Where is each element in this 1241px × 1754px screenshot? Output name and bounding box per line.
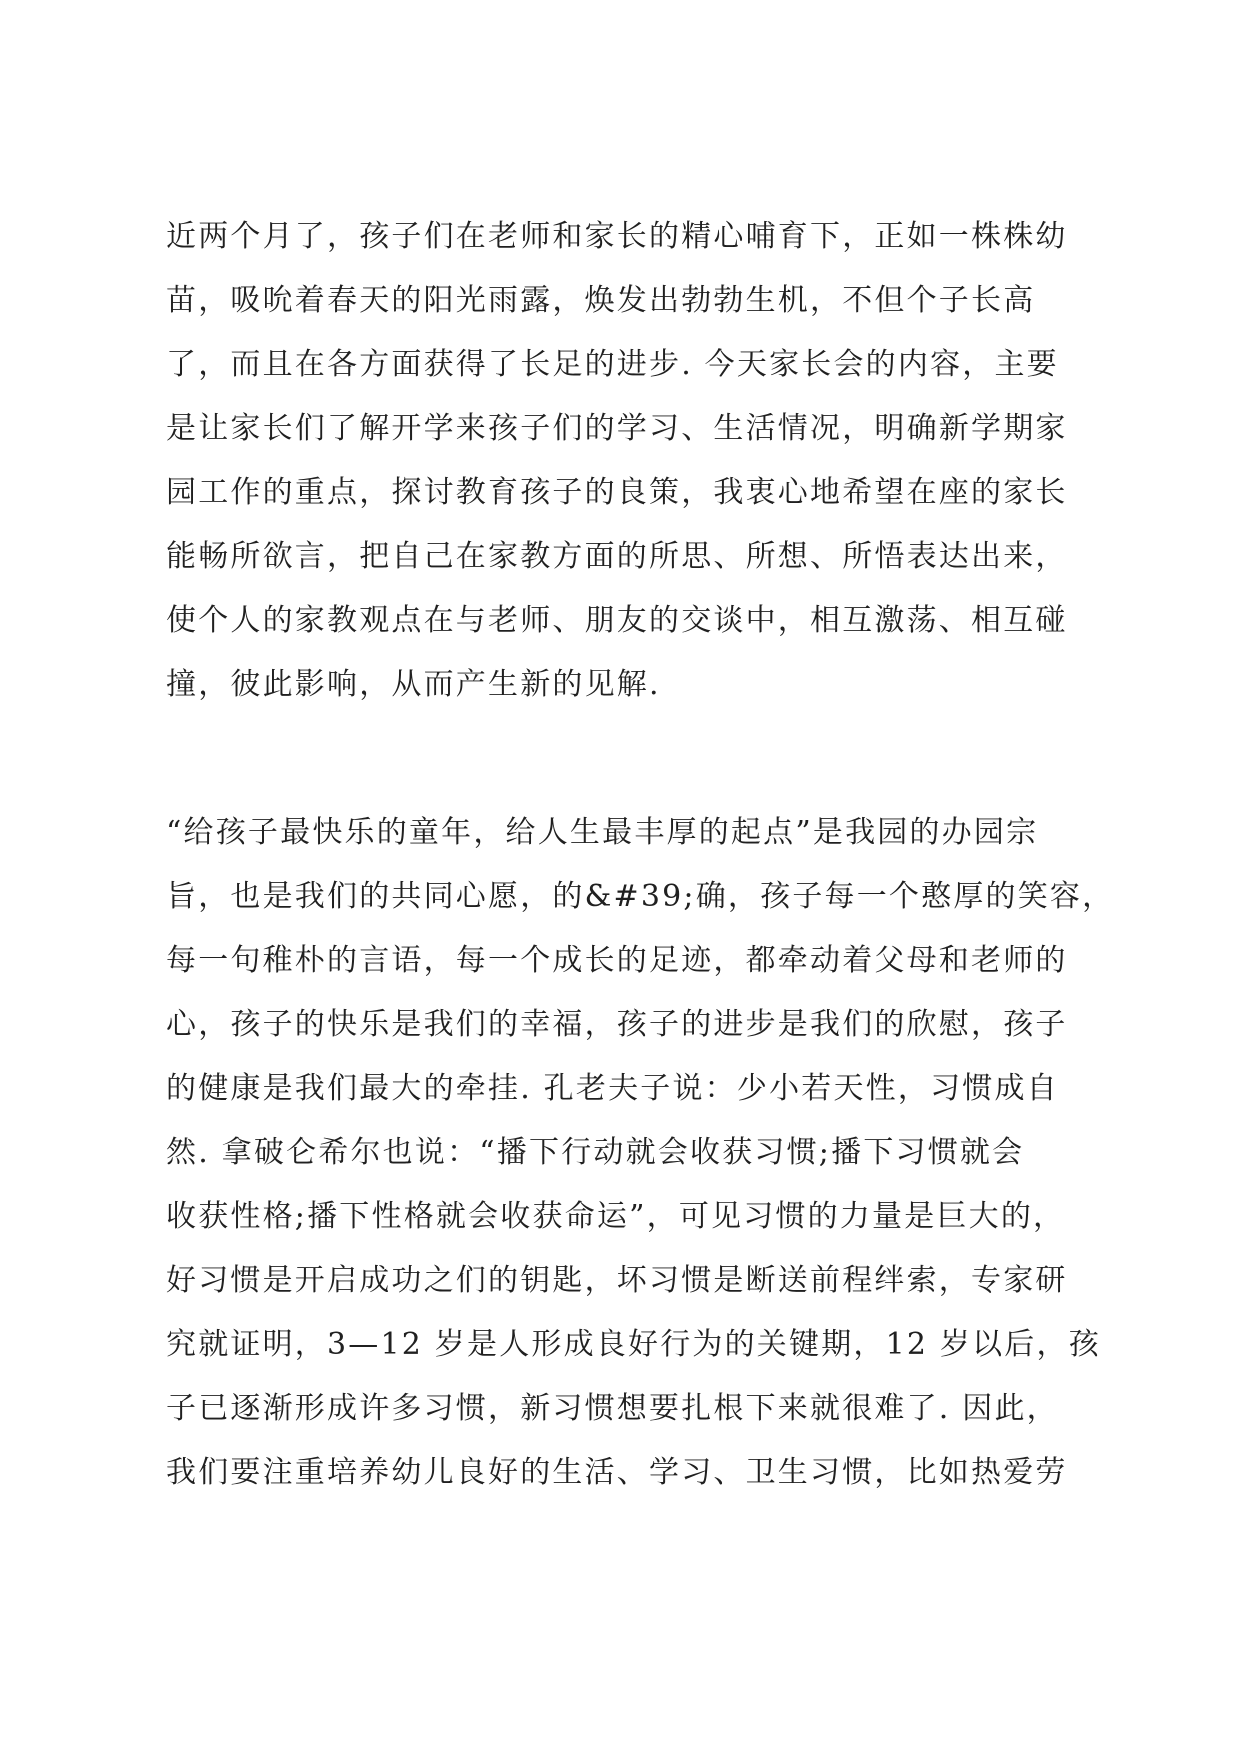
- paragraph-1: [166, 219, 1096, 734]
- paragraph-line: 使个人的家教观点在与老师、朋友的交谈中，相互激荡、相互碰: [166, 603, 1068, 638]
- paragraph-line: 收获性格;播下性格就会收获命运”，可见习惯的力量是巨大的，: [166, 1199, 1066, 1234]
- paragraph-line: 每一句稚朴的言语，每一个成长的足迹，都牵动着父母和老师的: [166, 943, 1068, 978]
- paragraph-line: 心，孩子的快乐是我们的幸福，孩子的进步是我们的欣慰，孩子: [166, 1007, 1068, 1042]
- paragraph-line: 近两个月了，孩子们在老师和家长的精心哺育下，正如一株株幼: [166, 219, 1068, 254]
- paragraph-line: 能畅所欲言，把自己在家教方面的所思、所想、所悟表达出来，: [166, 539, 1068, 574]
- paragraph-line: 好习惯是开启成功之们的钥匙，坏习惯是断送前程绊索，专家研: [166, 1263, 1068, 1298]
- paragraph-2: [166, 815, 1115, 1522]
- paragraph-line: 究就证明，3—12 岁是人形成良好行为的关键期，12 岁以后，孩: [166, 1327, 1101, 1362]
- paragraph-line: 撞，彼此影响，从而产生新的见解.: [166, 667, 661, 702]
- paragraph-line: “给孩子最快乐的童年，给人生最丰厚的起点”是我园的办园宗: [166, 815, 1039, 850]
- paragraph-line: 旨，也是我们的共同心愿，的&#39;确，孩子每一个憨厚的笑容，: [166, 879, 1115, 914]
- paragraph-line: 子已逐渐形成许多习惯，新习惯想要扎根下来就很难了. 因此，: [166, 1391, 1059, 1426]
- document-body: [166, 219, 1115, 1522]
- paragraph-line: 的健康是我们最大的牵挂. 孔老夫子说：少小若天性，习惯成自: [166, 1071, 1059, 1106]
- paragraph-line: 苗，吸吮着春天的阳光雨露，焕发出勃勃生机，不但个子长高: [166, 283, 1036, 318]
- paragraph-line: 了，而且在各方面获得了长足的进步. 今天家长会的内容，主要: [166, 347, 1059, 382]
- paragraph-spacer: [166, 734, 1096, 818]
- paragraph-line: 然. 拿破仑希尔也说：“播下行动就会收获习惯;播下习惯就会: [166, 1135, 1025, 1170]
- paragraph-line: 我们要注重培养幼儿良好的生活、学习、卫生习惯，比如热爱劳: [166, 1455, 1068, 1490]
- paragraph-line: 园工作的重点，探讨教育孩子的良策，我衷心地希望在座的家长: [166, 475, 1068, 510]
- paragraph-line: 是让家长们了解开学来孩子们的学习、生活情况，明确新学期家: [166, 411, 1068, 446]
